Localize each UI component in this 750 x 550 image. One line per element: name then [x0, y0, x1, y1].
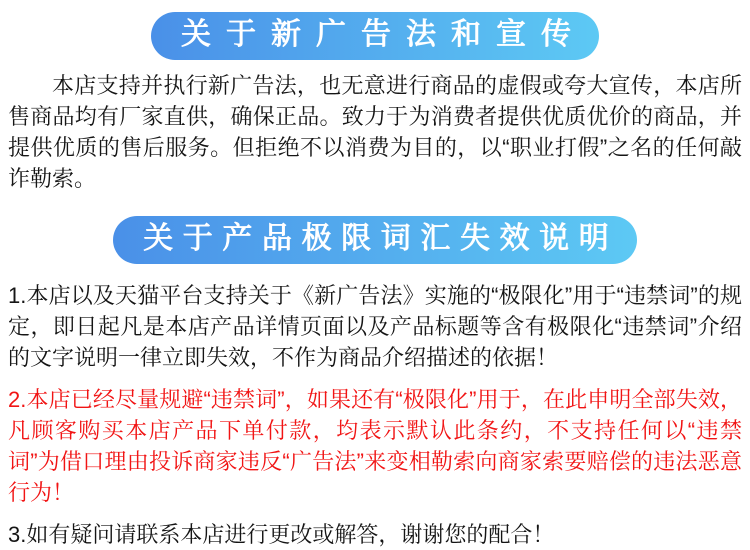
disclaimer-list [0, 280, 750, 550]
banner-new-ad-law-title: 关于新广告法和宣传 [181, 18, 586, 51]
disclaimer-item-1: 1.本店以及天猫平台支持关于《新广告法》实施的“极限化”用于“违禁词”的规定，即日起凡是本店产品详情页面以及产品标题等含有极限化“违禁词”介绍的文字说明一律立即失效，不作为商品介绍描述的依据！ [8, 283, 742, 370]
banner-extreme-words-notice [113, 216, 637, 264]
disclaimer-item-2: 2.本店已经尽量规避“违禁词”，如果还有“极限化”用于，在此申明全部失效，凡顾客购买本店产品下单付款，均表示默认此条约，不支持任何以“违禁词”为借口理由投诉商家违反“广告法”来变相勒索向商家索要赔偿的违法恶意行为！ [8, 387, 742, 505]
banner-new-ad-law [151, 12, 599, 60]
banner-extreme-words-title: 关于产品极限词汇失效说明 [143, 222, 619, 255]
disclaimer-item-3: 3.如有疑问请联系本店进行更改或解答，谢谢您的配合！ [8, 522, 555, 547]
store-policy-paragraph: 本店支持并执行新广告法，也无意进行商品的虚假或夸大宣传，本店所售商品均有厂家直供，确保正品。致力于为消费者提供优质优价的商品，并提供优质的售后服务。但拒绝不以消费为目的，以“职业打假”之名的任何敲诈勒索。 [8, 73, 742, 191]
